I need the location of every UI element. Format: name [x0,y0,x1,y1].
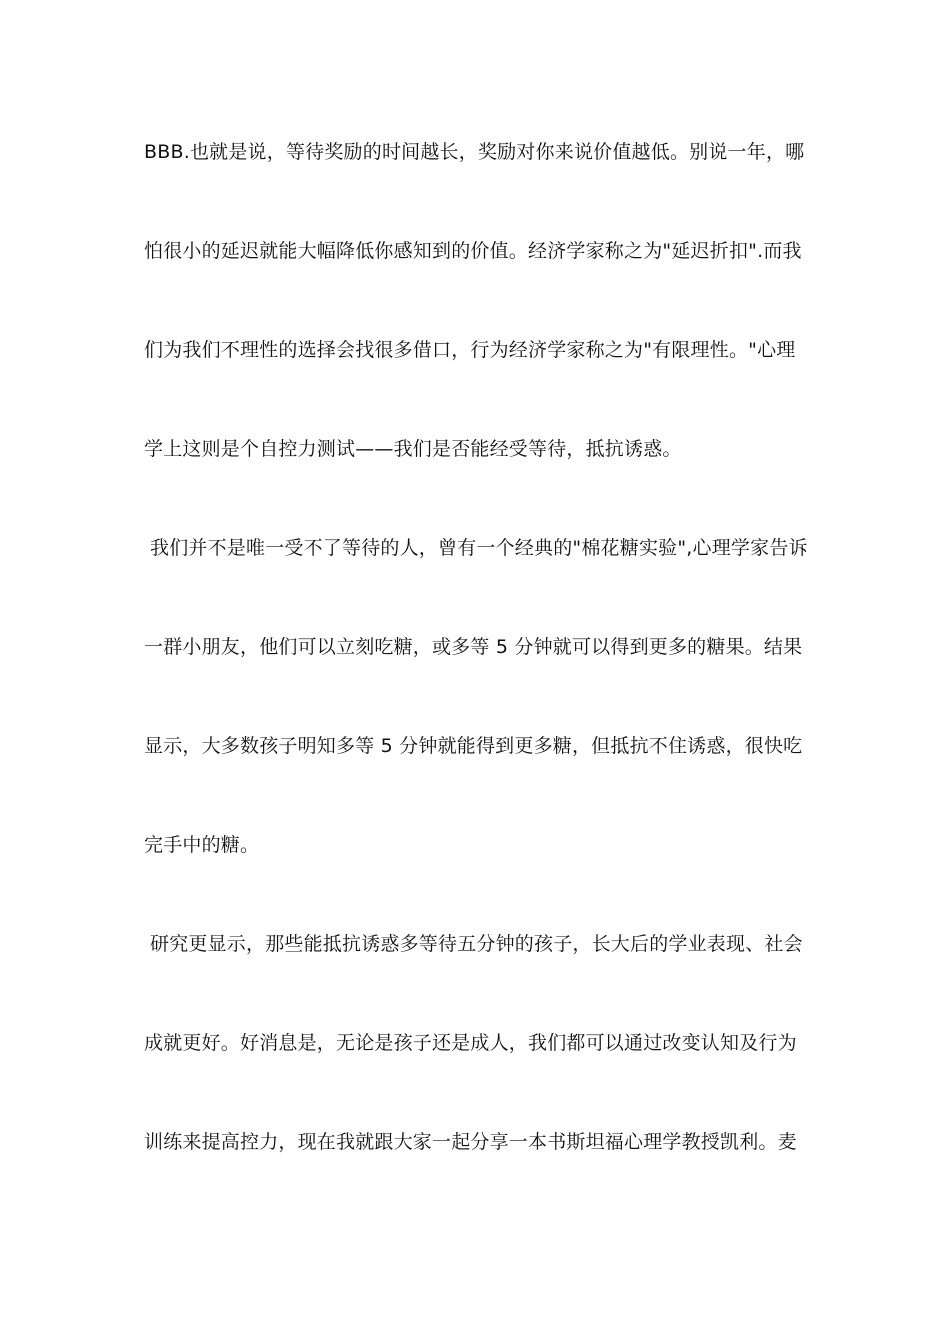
paragraph-2-line-2: 一群小朋友，他们可以立刻吃糖，或多等 5 分钟就可以得到更多的糖果。结果 [144,636,803,658]
paragraph-1-line-3: 们为我们不理性的选择会找很多借口，行为经济学家称之为"有限理性。"心理 [144,339,796,361]
document-body [144,128,808,1217]
paragraph-1-line-2: 怕很小的延迟就能大幅降低你感知到的价值。经济学家称之为"延迟折扣".而我 [144,240,802,262]
paragraph-2-line-3: 显示，大多数孩子明知多等 5 分钟就能得到更多糖，但抵抗不住诱惑，很快吃 [144,735,803,757]
paragraph-3-line-1: 研究更显示，那些能抵抗诱惑多等待五分钟的孩子，长大后的学业表现、社会 [150,933,803,955]
paragraph-1-line-1: BBB.也就是说，等待奖励的时间越长，奖励对你来说价值越低。别说一年，哪 [144,141,805,163]
paragraph-3-line-2: 成就更好。好消息是，无论是孩子还是成人，我们都可以通过改变认知及行为 [144,1032,797,1054]
paragraph-3-line-3: 训练来提高控力，现在我就跟大家一起分享一本书斯坦福心理学教授凯利。麦 [144,1131,797,1153]
paragraph-1-line-4: 学上这则是个自控力测试——我们是否能经受等待，抵抗诱惑。 [144,438,682,460]
paragraph-2-line-1: 我们并不是唯一受不了等待的人，曾有一个经典的"棉花糖实验",心理学家告诉 [150,537,808,559]
paragraph-2-line-4: 完手中的糖。 [144,834,260,856]
